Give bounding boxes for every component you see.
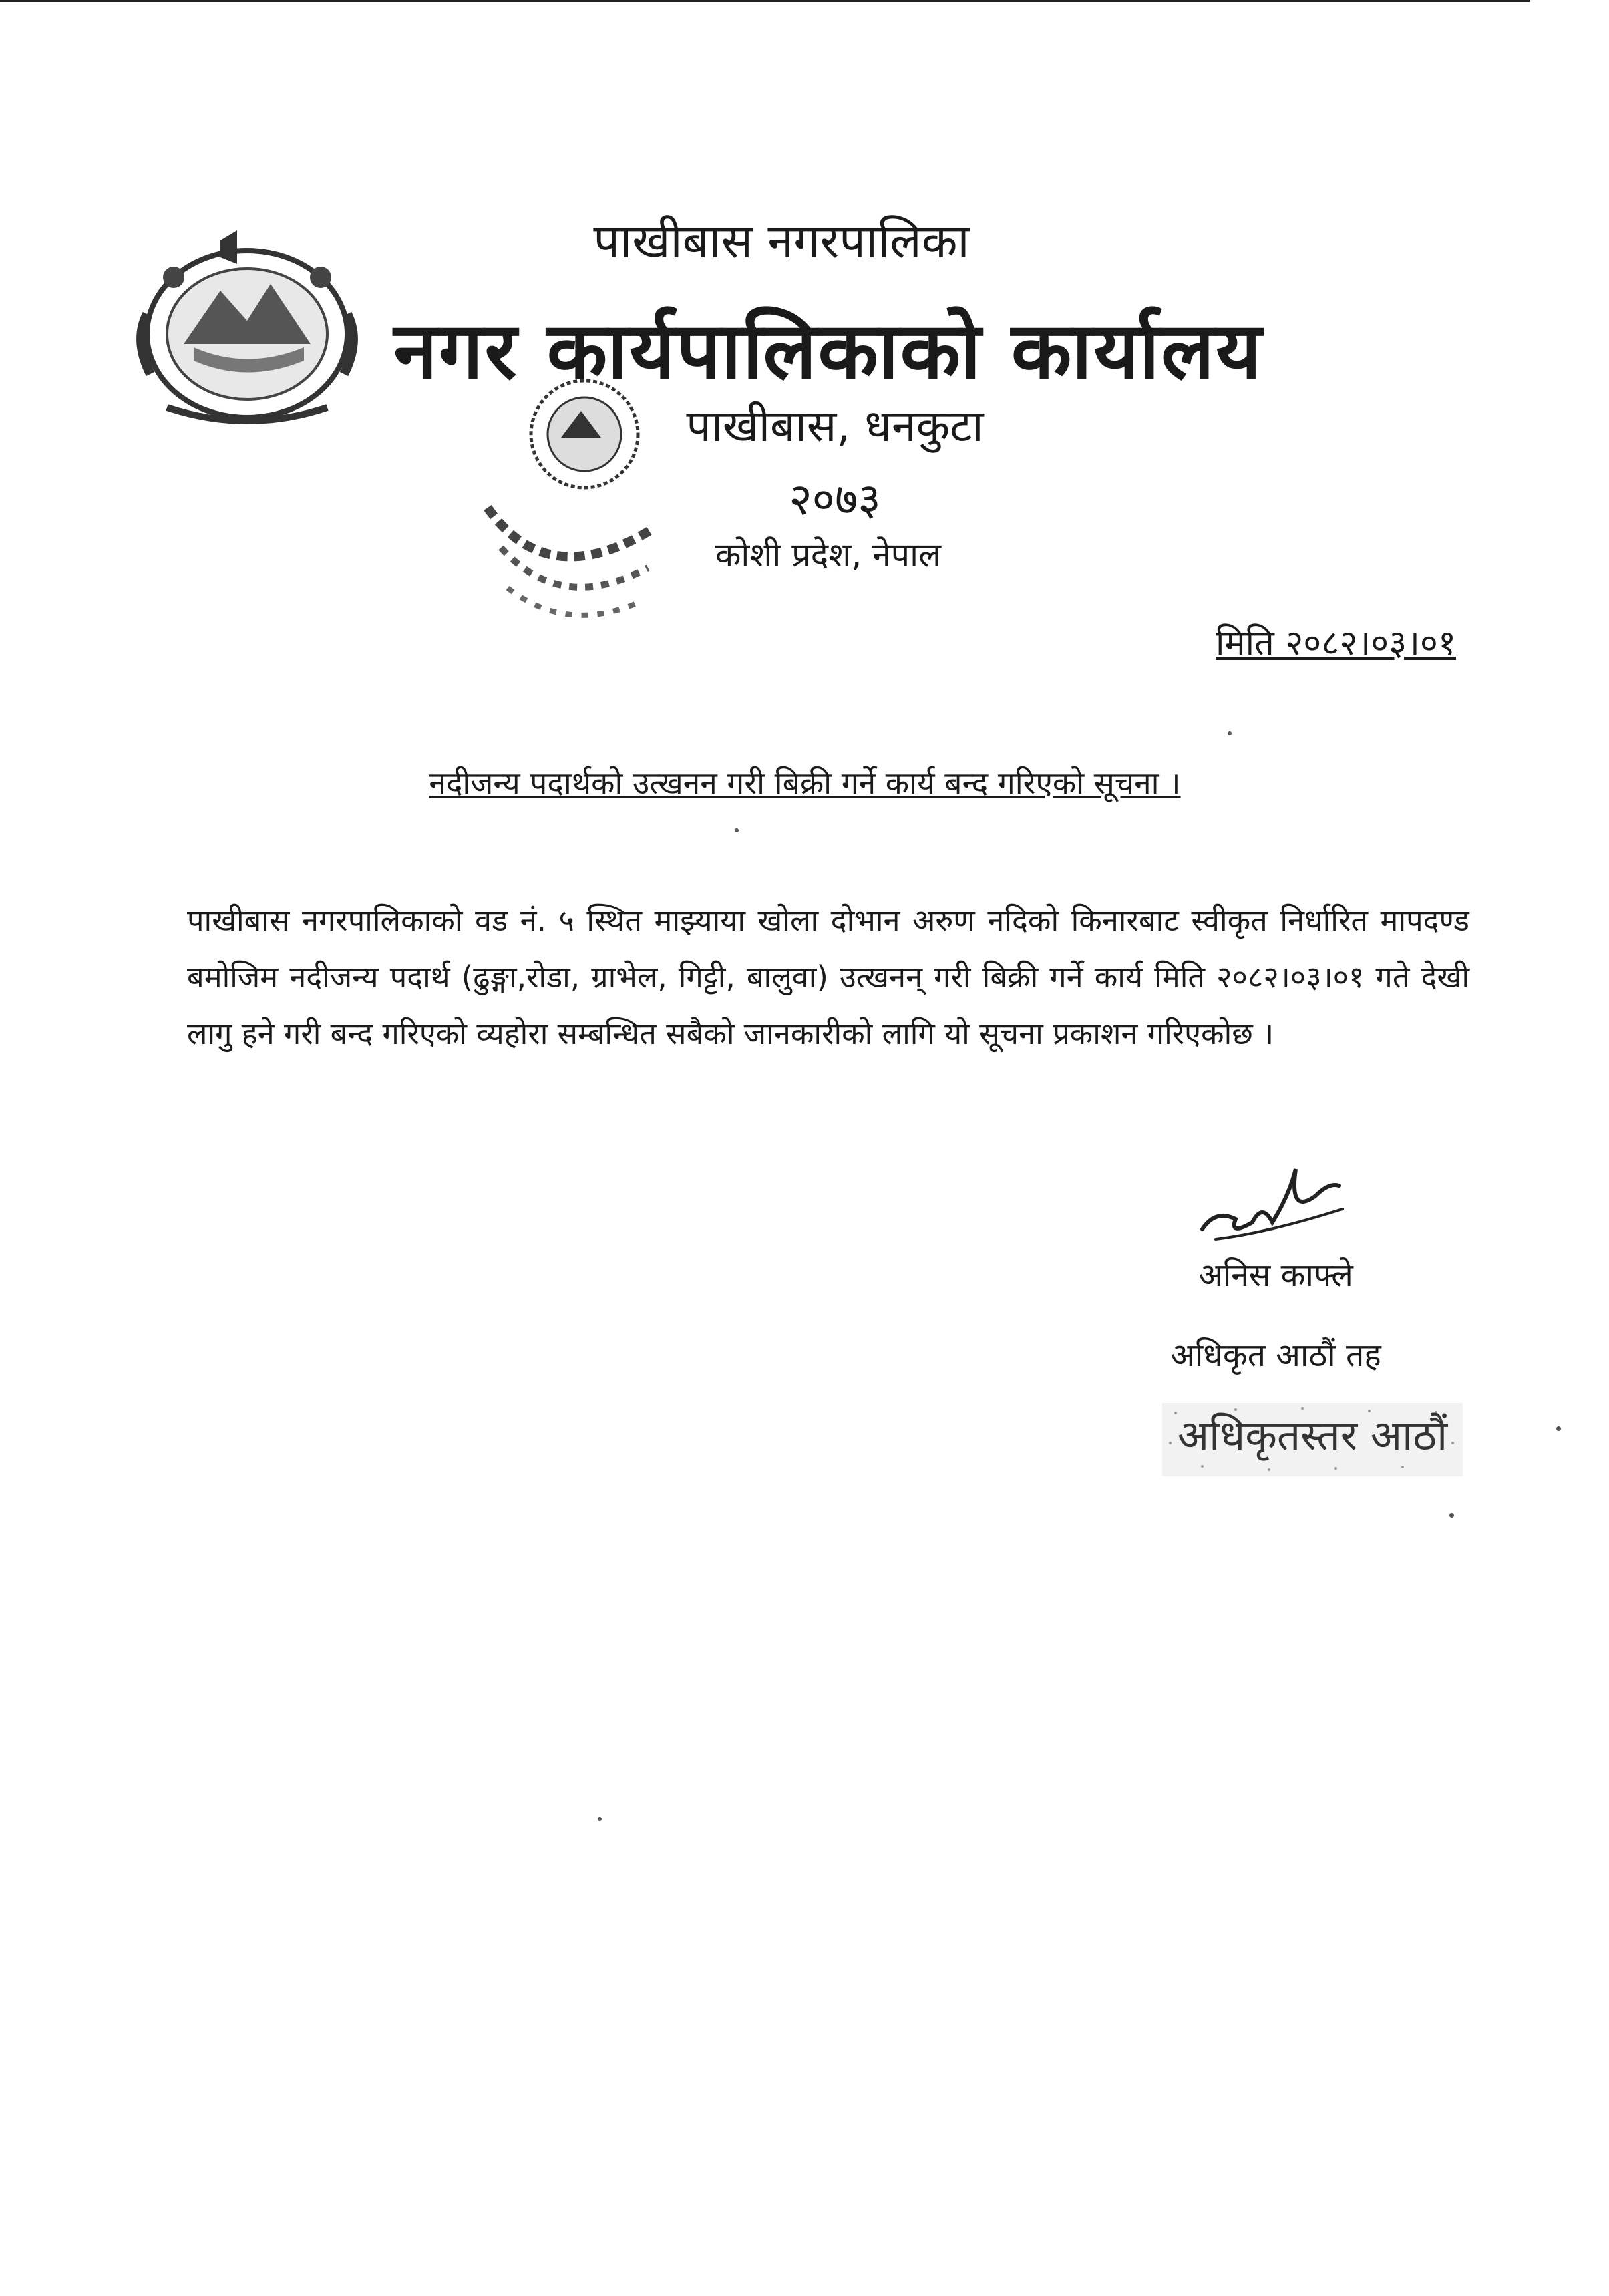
scan-speck (598, 1817, 602, 1821)
municipality-name: पाखीबास नगरपालिका (593, 214, 970, 269)
office-title: नगर कार्यपालिकाको कार्यालय (393, 305, 1263, 397)
nepal-emblem-icon (120, 227, 374, 434)
scan-speck (1228, 731, 1232, 735)
notice-date: मिति २०८२।०३।०१ (1216, 623, 1456, 663)
scan-speck (735, 828, 739, 832)
notice-subject: नदीजन्य पदार्थको उत्खनन गरी बिक्री गर्ने कार्य बन्द गरिएको सूचना । (429, 765, 1181, 801)
signatory-title: अधिकृत आठौं तह (1170, 1337, 1381, 1374)
notice-body: पाखीबास नगरपालिकाको वड नं. ५ स्थित माझ्याया खोला दोभान अरुण नदिको किनारबाट स्वीकृत निर्धारित मापदण्ड बमोजिम नदीजन्य पदार्थ (ढुङ्गा,रोडा, ग्राभेल, गिट्टी, बालुवा) उत्खनन् गरी बिक्री गर्ने कार्य मिति २०८२।०३।०१ गते देखी लागु हने गरी बन्द गरिएको व्यहोरा सम्बन्धित सबैको जानकारीको लागि यो सूचना प्रकाशन गरिएकोछ । (187, 903, 1469, 1051)
scan-speck (1449, 1513, 1454, 1518)
scan-speck (1556, 1426, 1561, 1431)
office-address: पाखीबास, धनकुटा (686, 400, 984, 452)
signature-icon (1189, 1156, 1349, 1249)
province-line: कोशी प्रदेश, नेपाल (715, 536, 941, 575)
signatory-name: अनिस काफ्ले (1198, 1257, 1353, 1294)
rank-stamp: अधिकृतस्तर आठौं (1177, 1411, 1448, 1460)
office-seal-icon (468, 374, 675, 655)
established-year: २०७३ (789, 474, 881, 525)
scan-top-border (0, 0, 1530, 2)
